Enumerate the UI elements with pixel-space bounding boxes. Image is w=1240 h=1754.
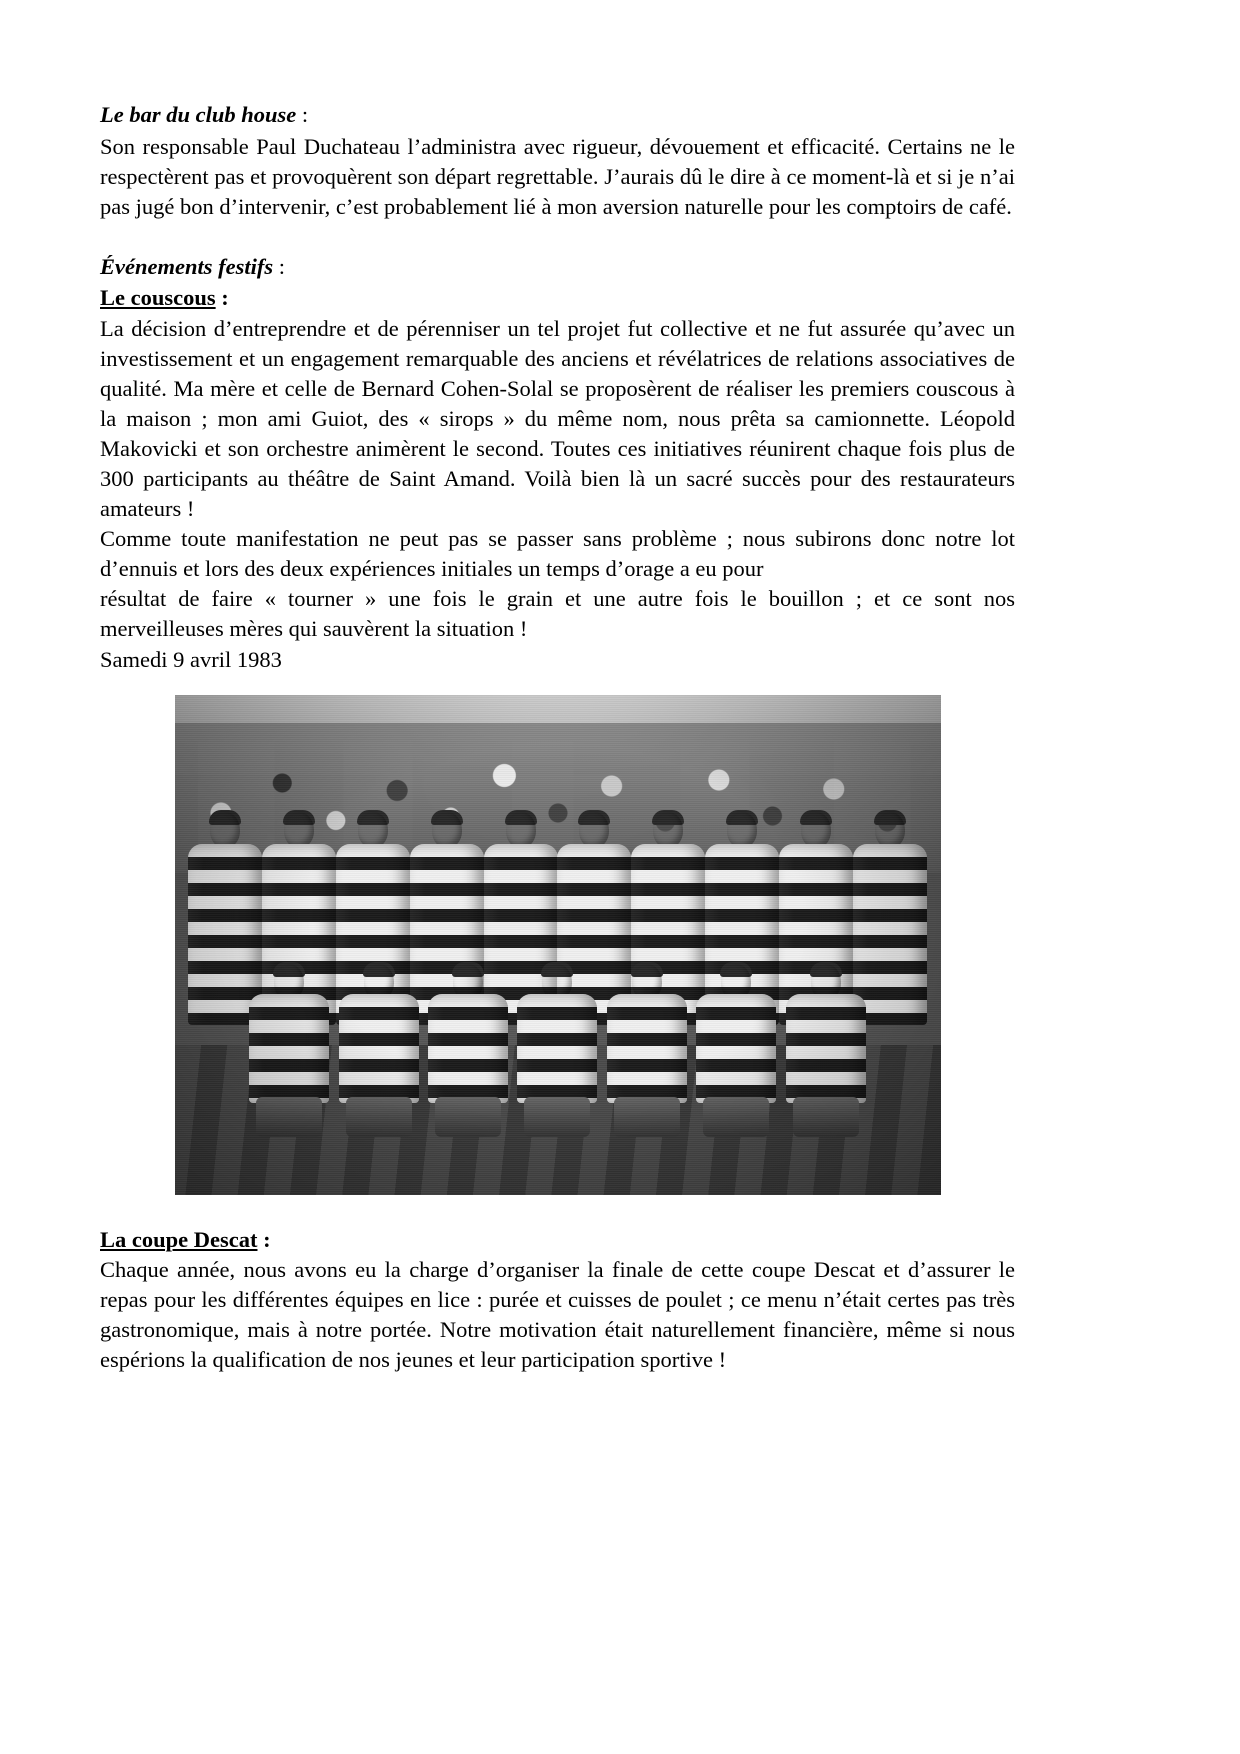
document-content — [100, 100, 1015, 1375]
subheading-colon: : — [257, 1226, 271, 1252]
photo-date-caption: Samedi 9 avril 1983 — [100, 646, 282, 672]
photo-player — [331, 962, 426, 1137]
paragraph-coupe-descat: Chaque année, nous avons eu la charge d’organiser la finale de cette coupe Descat et d’assurer le repas pour les différentes équipes en lice : purée et cuisses de poulet ; ce menu n’était certes pas très gastronomique, mais à notre portée. Notre motivation était naturellement financière, même si nous espérions la qualification de nos jeunes et leur participation sportive ! — [100, 1257, 1015, 1373]
spacer — [100, 1195, 1015, 1225]
section-heading-text: Le bar du club house — [100, 102, 297, 127]
section-heading-bar-du-club-house — [100, 100, 1015, 130]
spacer — [100, 222, 1015, 252]
section-heading-colon: : — [296, 102, 309, 127]
team-photograph — [175, 695, 941, 1195]
subheading-la-coupe-descat — [100, 1225, 1015, 1255]
photo-player — [242, 962, 337, 1137]
photo-front-row-players — [175, 962, 941, 1137]
paragraph-couscous-1: La décision d’entreprendre et de pérenniser un tel projet fut collective et ne fut assurée qu’avec un investissement et un engagement remarquable des anciens et révélatrices de relations associatives de qualité. Ma mère et celle de Bernard Cohen-Solal se proposèrent de réaliser les premiers couscous à la maison ; mon ami Guiot, des « sirops » du même nom, nous prêta sa camionnette. Léopold Makovicki et son orchestre animèrent le second. Toutes ces initiatives réunirent chaque fois plus de 300 participants au théâtre de Saint Amand. Voilà bien là un sacré succès pour des restaurateurs amateurs ! — [100, 316, 1015, 522]
photo-player — [510, 962, 605, 1137]
section-heading-evenements-festifs — [100, 252, 1015, 282]
paragraph-couscous-2: Comme toute manifestation ne peut pas se passer sans problème ; nous subirons donc notre lot d’ennuis et lors des deux expériences initiales un temps d’orage a eu pour — [100, 526, 1015, 582]
photo-player — [420, 962, 515, 1137]
photo-player — [778, 962, 873, 1137]
photo-player — [599, 962, 694, 1137]
subheading-colon: : — [215, 285, 229, 311]
subheading-text: La coupe Descat — [100, 1226, 258, 1252]
section-heading-text: Événements festifs — [100, 253, 274, 279]
subheading-le-couscous — [100, 283, 1015, 313]
section-heading-colon: : — [273, 253, 285, 279]
photograph-container — [100, 695, 1015, 1195]
photo-player — [689, 962, 784, 1137]
paragraph-bar-du-club-house: Son responsable Paul Duchateau l’administra avec rigueur, dévouement et efficacité. Certains ne le respectèrent pas et provoquèrent son départ regrettable. J’aurais dû le dire à ce moment-là et si je n’ai pas jugé bon d’intervenir, c’est probablement lié à mon aversion naturelle pour les comptoirs de café. — [100, 133, 1015, 219]
subheading-text: Le couscous — [100, 285, 216, 311]
paragraph-couscous-3: résultat de faire « tourner » une fois le grain et une autre fois le bouillon ; et ce sont nos merveilleuses mères qui sauvèrent la situation ! — [100, 586, 1015, 642]
